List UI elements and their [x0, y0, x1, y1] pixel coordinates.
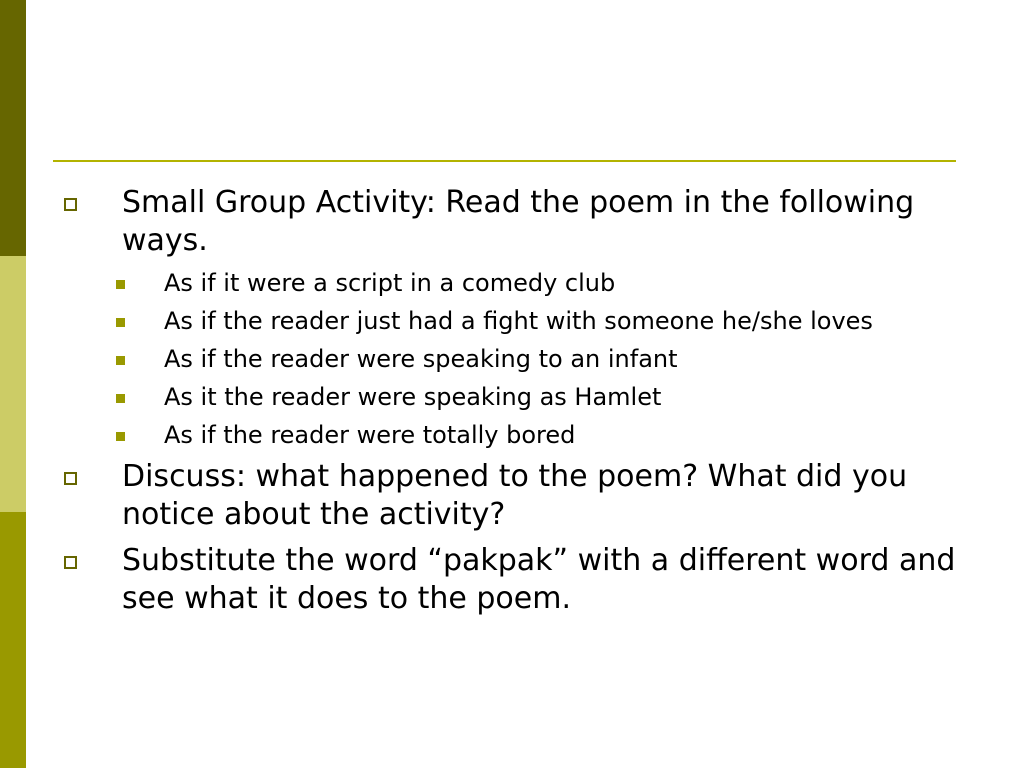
sidebar-accent-middle: [0, 256, 26, 512]
filled-square-bullet-icon: [116, 280, 125, 289]
sidebar-accent-top: [0, 0, 26, 256]
filled-square-bullet-icon: [116, 394, 125, 403]
sub-bullet-item: [58, 420, 958, 450]
hollow-square-bullet-icon: [64, 198, 77, 211]
sub-bullet-item: [58, 382, 958, 412]
hollow-square-bullet-icon: [64, 472, 77, 485]
filled-square-bullet-icon: [116, 356, 125, 365]
bullet-text: Discuss: what happened to the poem? What did you notice about the activity?: [122, 459, 908, 532]
sub-bullet-list: [58, 268, 958, 450]
bullet-item-activity: [58, 184, 958, 260]
bullet-item-discuss: [58, 458, 958, 534]
sub-bullet-item: [58, 344, 958, 374]
sub-bullet-item: [58, 268, 958, 298]
sub-bullet-text: As if the reader were totally bored: [164, 421, 576, 449]
hollow-square-bullet-icon: [64, 556, 77, 569]
sub-bullet-text: As if it were a script in a comedy club: [164, 269, 616, 297]
filled-square-bullet-icon: [116, 318, 125, 327]
bullet-text: Substitute the word “pakpak” with a different word and see what it does to the poem.: [122, 543, 956, 616]
bullet-text: Small Group Activity: Read the poem in the following ways.: [122, 185, 915, 258]
title-divider: [53, 160, 956, 162]
sub-bullet-text: As it the reader were speaking as Hamlet: [164, 383, 662, 411]
sidebar-accent-bottom: [0, 512, 26, 768]
sub-bullet-text: As if the reader just had a fight with someone he/she loves: [164, 307, 873, 335]
sub-bullet-item: [58, 306, 958, 336]
filled-square-bullet-icon: [116, 432, 125, 441]
slide-body: [58, 184, 958, 626]
bullet-item-substitute: [58, 542, 958, 618]
sub-bullet-text: As if the reader were speaking to an infant: [164, 345, 678, 373]
